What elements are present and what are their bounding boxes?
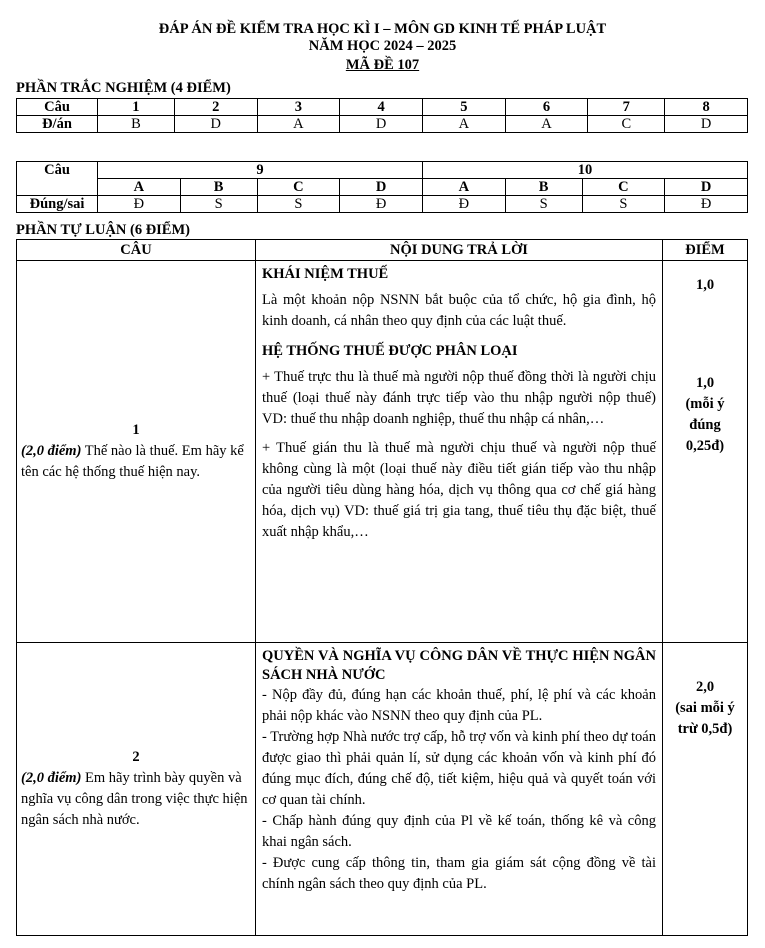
answer-2-cell <box>256 643 663 936</box>
question-number: 3 <box>257 99 340 116</box>
question-number: 1 <box>132 422 140 438</box>
true-false-cell: S <box>505 196 582 213</box>
question-1-cell <box>17 261 256 643</box>
question-number: 4 <box>340 99 423 116</box>
question-number: 8 <box>665 99 748 116</box>
row-label: Đ/án <box>17 116 98 133</box>
answer-paragraph: + Thuế trực thu là thuế mà người nộp thuế đồng thời là người chịu thuế (loại thuế này đánh trực tiếp vào thu nhập người nộp thuế) VD: thuế thu nhập doanh nghiệp, thuế thu nhập cá nhân,… <box>262 369 656 427</box>
table-row <box>17 261 748 643</box>
answer-heading: HỆ THỐNG THUẾ ĐƯỢC PHÂN LOẠI <box>262 343 518 359</box>
sub-question: A <box>422 179 505 196</box>
section-essay-title: PHẦN TỰ LUẬN (6 ĐIỂM) <box>16 222 190 238</box>
question-number: 5 <box>422 99 505 116</box>
question-points-label: (2,0 điểm) <box>21 443 82 459</box>
points-note: (sai mỗi ý <box>675 700 735 716</box>
points-1-cell <box>663 261 748 643</box>
row-label: Câu <box>17 162 98 196</box>
essay-answer-table <box>16 239 748 936</box>
points-value: 1,0 <box>695 277 715 293</box>
question-prompt: Thế nào là thuế. Em hãy kể tên các hệ thống thuế hiện nay. <box>21 443 244 480</box>
points-note: (mỗi ý <box>685 396 725 412</box>
table-header-row <box>17 240 748 261</box>
answer-cell: D <box>665 116 748 133</box>
row-label: Đúng/sai <box>17 196 98 213</box>
question-number: 6 <box>505 99 588 116</box>
header-school-year: NĂM HỌC 2024 – 2025 <box>308 38 457 54</box>
points-note: 0,25đ) <box>685 438 725 454</box>
table-row <box>17 643 748 936</box>
answer-bullet: - Được cung cấp thông tin, tham gia giám sát cộng đồng về tài chính ngân sách theo quy định của PL. <box>262 855 656 892</box>
question-number: 7 <box>588 99 665 116</box>
answer-heading: KHÁI NIỆM THUẾ <box>262 266 389 282</box>
points-value: 1,0 <box>695 375 715 391</box>
answer-paragraph: + Thuế gián thu là thuế mà người chịu thuế và người nộp thuế không cùng là một (loại thuế này điều tiết gián tiếp vào thu nhập của người tiêu dùng hàng hóa, dịch vụ thông qua cơ chế giá hàng hóa, dịch vụ) VD: thuế giá trị gia tang, thuế tiêu thụ đặc biệt, thuế xuất nhập khẩu,… <box>262 440 656 540</box>
header-exam-code: MÃ ĐỀ 107 <box>345 57 420 73</box>
table-row <box>17 99 748 116</box>
row-label: Câu <box>17 99 98 116</box>
answer-heading: QUYỀN VÀ NGHĨA VỤ CÔNG DÂN VỀ THỰC HIỆN NGÂN SÁCH NHÀ NƯỚC <box>262 648 656 683</box>
question-number: 9 <box>98 162 423 179</box>
question-text <box>21 768 251 831</box>
points-note: trừ 0,5đ) <box>677 721 733 737</box>
true-false-cell: Đ <box>665 196 748 213</box>
column-header-question: CÂU <box>17 240 256 261</box>
question-number: 2 <box>174 99 257 116</box>
points-value: 2,0 <box>695 679 715 695</box>
question-prompt: Em hãy trình bày quyền và nghĩa vụ công dân trong việc thực hiện ngân sách nhà nước. <box>21 770 248 828</box>
answer-cell: A <box>505 116 588 133</box>
points-note: đúng <box>689 417 721 433</box>
question-text <box>21 441 251 483</box>
true-false-cell: Đ <box>340 196 423 213</box>
answer-cell: B <box>98 116 175 133</box>
sub-question: B <box>180 179 257 196</box>
header-title: ĐÁP ÁN ĐỀ KIỂM TRA HỌC KÌ I – MÔN GD KINH TẾ PHÁP LUẬT <box>158 21 607 37</box>
sub-question: C <box>582 179 665 196</box>
true-false-cell: Đ <box>98 196 181 213</box>
true-false-cell: S <box>257 196 340 213</box>
sub-question: D <box>340 179 423 196</box>
answer-bullet: - Chấp hành đúng quy định của Pl về kế toán, thống kê và công khai ngân sách. <box>262 813 656 850</box>
question-number: 2 <box>132 749 140 765</box>
question-2-cell <box>17 643 256 936</box>
section-multiple-choice-title: PHẦN TRẮC NGHIỆM (4 ĐIỂM) <box>16 80 231 96</box>
answer-cell: D <box>340 116 423 133</box>
sub-question: A <box>98 179 181 196</box>
table-row <box>17 116 748 133</box>
column-header-content: NỘI DUNG TRẢ LỜI <box>256 240 663 261</box>
answer-cell: C <box>588 116 665 133</box>
answer-bullet: - Nộp đầy đủ, đúng hạn các khoản thuế, phí, lệ phí và các khoản phải nộp khác vào NSNN theo quy định của PL. <box>262 687 656 724</box>
table-row <box>17 179 748 196</box>
sub-question: D <box>665 179 748 196</box>
question-number: 1 <box>98 99 175 116</box>
table-row <box>17 196 748 213</box>
answer-cell: A <box>422 116 505 133</box>
points-2-cell <box>663 643 748 936</box>
true-false-cell: Đ <box>422 196 505 213</box>
sub-question: C <box>257 179 340 196</box>
table-row <box>17 162 748 179</box>
answer-cell: D <box>174 116 257 133</box>
answer-bullet: - Trường hợp Nhà nước trợ cấp, hỗ trợ vốn và kinh phí theo dự toán được giao thì phải quản lí, sử dụng các khoản vốn và kinh phí đó đúng mục đích, đúng chế độ, tiết kiệm, hiệu quả và quyết toán với cơ quan tài chính. <box>262 729 656 808</box>
question-points-label: (2,0 điểm) <box>21 770 82 786</box>
true-false-cell: S <box>582 196 665 213</box>
answer-table-1-8 <box>16 98 748 133</box>
answer-table-9-10 <box>16 161 748 213</box>
answer-paragraph: Là một khoản nộp NSNN bắt buộc của tổ chức, hộ gia đình, hộ kinh doanh, cá nhân theo quy định của các luật thuế. <box>262 292 656 329</box>
answer-cell: A <box>257 116 340 133</box>
question-number: 10 <box>422 162 747 179</box>
true-false-cell: S <box>180 196 257 213</box>
answer-1-cell <box>256 261 663 643</box>
sub-question: B <box>505 179 582 196</box>
column-header-points: ĐIỂM <box>663 240 748 261</box>
